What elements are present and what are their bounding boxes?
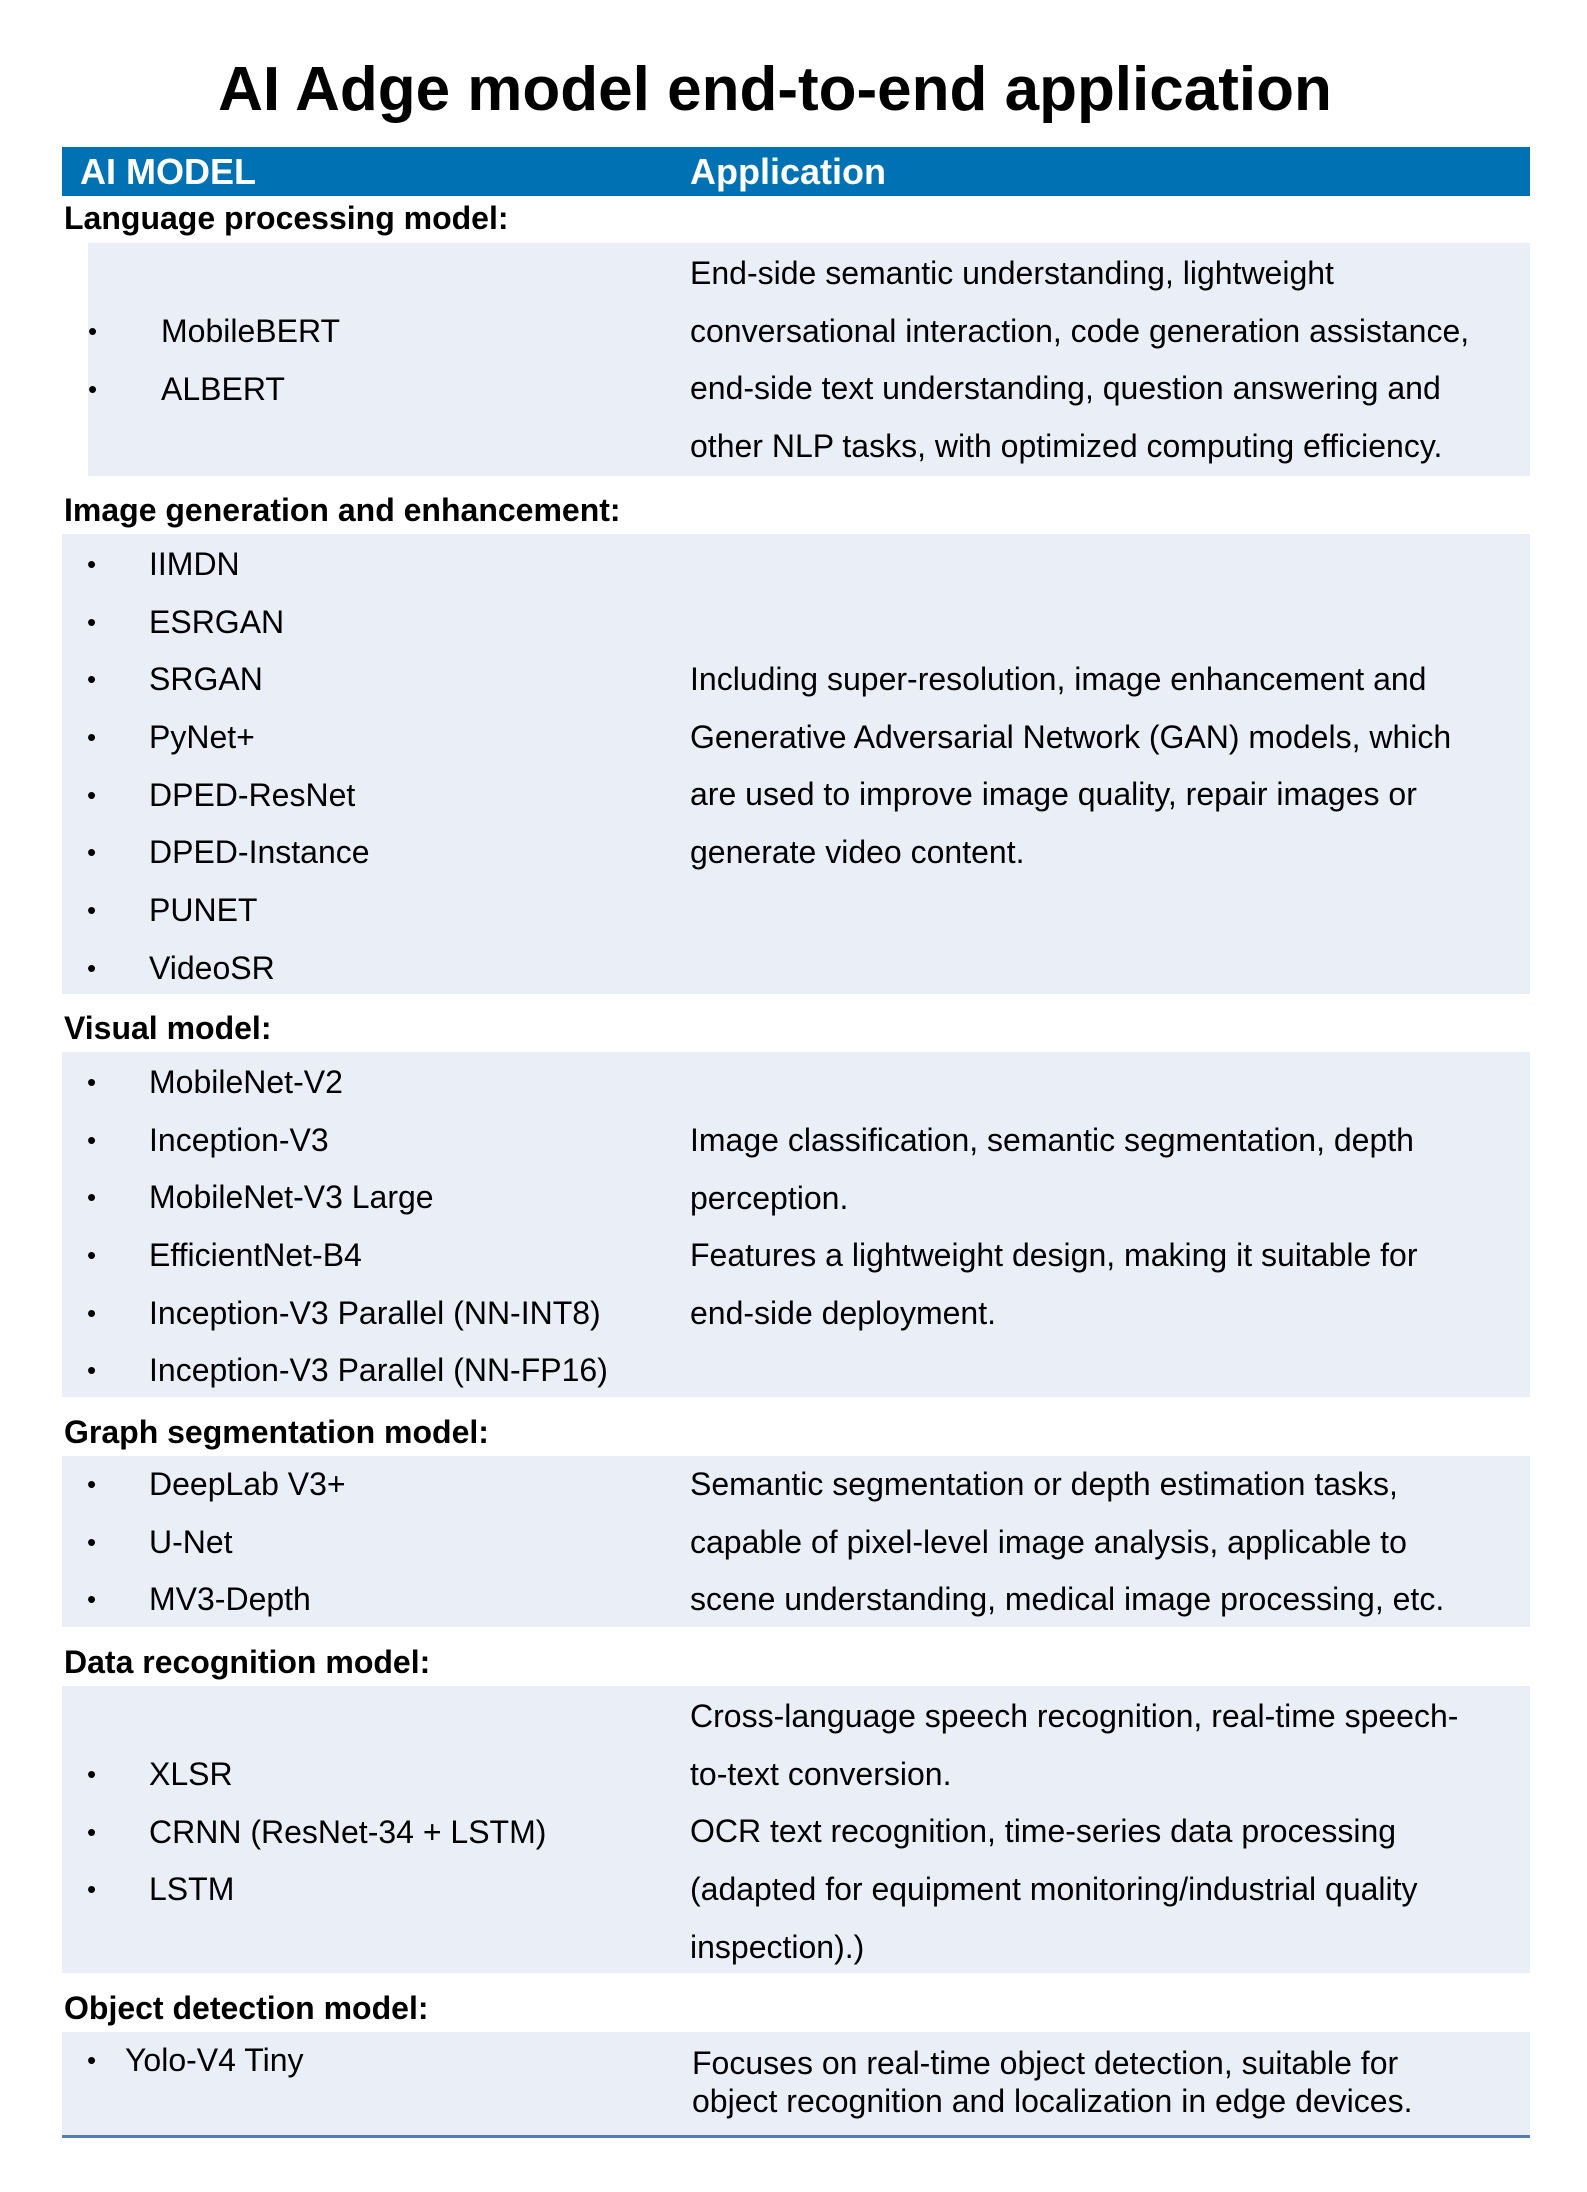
table-header-bar bbox=[62, 147, 1530, 196]
bullet-icon: • bbox=[87, 2045, 97, 2075]
section-heading-language-processing: Language processing model: bbox=[64, 200, 509, 236]
model-name: PUNET bbox=[149, 892, 258, 929]
model-name: Inception-V3 Parallel (NN-FP16) bbox=[149, 1352, 608, 1389]
application-description bbox=[692, 2044, 1532, 2120]
bullet-icon: • bbox=[87, 722, 97, 753]
model-name: MobileNet-V2 bbox=[149, 1064, 343, 1100]
model-name: DPED-Instance bbox=[149, 834, 370, 871]
model-name: Inception-V3 bbox=[149, 1121, 329, 1158]
bullet-icon: • bbox=[87, 1124, 97, 1155]
model-name: ALBERT bbox=[161, 370, 285, 407]
application-line: generate video content. bbox=[690, 834, 1025, 871]
section-heading-image-generation: Image generation and enhancement: bbox=[64, 492, 621, 528]
model-name: CRNN (ResNet-34 + LSTM) bbox=[149, 1813, 547, 1850]
application-line: Image classification, semantic segmentation, depth bbox=[690, 1122, 1414, 1158]
application-description bbox=[690, 1456, 1530, 1629]
bullet-icon: • bbox=[88, 316, 98, 346]
bullet-icon: • bbox=[87, 1584, 97, 1615]
section-band-image-generation bbox=[62, 534, 1530, 994]
section-heading-graph-segmentation: Graph segmentation model: bbox=[64, 1414, 489, 1450]
section-band-object-detection bbox=[62, 2032, 1530, 2135]
section-band-language-processing bbox=[88, 243, 1530, 476]
application-line: capable of pixel-level image analysis, applicable to bbox=[690, 1523, 1407, 1560]
model-name: MobileBERT bbox=[161, 313, 341, 349]
application-line: perception. bbox=[690, 1179, 849, 1216]
bullet-icon: • bbox=[87, 606, 97, 637]
bullet-icon: • bbox=[87, 895, 97, 926]
model-name: PyNet+ bbox=[149, 719, 255, 756]
application-line: (adapted for equipment monitoring/industrial quality bbox=[690, 1871, 1418, 1908]
model-name: LSTM bbox=[149, 1871, 235, 1908]
section-heading-object-detection: Object detection model: bbox=[64, 1990, 429, 2026]
table-bottom-rule bbox=[62, 2135, 1530, 2138]
model-name: ESRGAN bbox=[149, 603, 285, 640]
column-header-ai-model: AI MODEL bbox=[80, 151, 256, 192]
application-description bbox=[690, 1688, 1530, 1977]
application-line: Cross-language speech recognition, real-time speech- bbox=[690, 1698, 1459, 1734]
model-name: MobileNet-V3 Large bbox=[149, 1179, 434, 1216]
model-name: MV3-Depth bbox=[149, 1581, 311, 1618]
bullet-icon: • bbox=[87, 664, 97, 695]
bullet-icon: • bbox=[87, 1816, 97, 1847]
bullet-icon: • bbox=[87, 779, 97, 810]
section-band-graph-segmentation bbox=[62, 1456, 1530, 1627]
column-header-application: Application bbox=[690, 151, 886, 192]
application-line: Focuses on real-time object detection, suitable for bbox=[692, 2045, 1399, 2081]
section-band-visual-model bbox=[62, 1052, 1530, 1397]
application-line: Including super-resolution, image enhancement and bbox=[690, 661, 1427, 697]
model-name: Yolo-V4 Tiny bbox=[125, 2042, 304, 2078]
application-line: End-side semantic understanding, lightweight bbox=[690, 255, 1334, 291]
application-line: Generative Adversarial Network (GAN) models, which bbox=[690, 718, 1452, 755]
page-title: AI Adge model end-to-end application bbox=[218, 55, 1332, 124]
bullet-icon: • bbox=[87, 952, 97, 983]
model-name: VideoSR bbox=[149, 949, 275, 986]
bullet-icon: • bbox=[87, 1355, 97, 1386]
application-line: are used to improve image quality, repair images or bbox=[690, 776, 1417, 813]
bullet-icon: • bbox=[87, 1759, 97, 1789]
application-line: scene understanding, medical image processing, etc. bbox=[690, 1581, 1445, 1618]
model-name: Inception-V3 Parallel (NN-INT8) bbox=[149, 1294, 601, 1331]
application-line: Features a lightweight design, making it suitable for bbox=[690, 1237, 1418, 1274]
model-name: DeepLab V3+ bbox=[149, 1466, 346, 1502]
application-line: end-side text understanding, question answering and bbox=[690, 370, 1441, 407]
application-line: end-side deployment. bbox=[690, 1295, 996, 1332]
application-line: Semantic segmentation or depth estimation tasks, bbox=[690, 1466, 1398, 1502]
bullet-icon: • bbox=[87, 1469, 97, 1499]
application-line: conversational interaction, code generation assistance, bbox=[690, 312, 1470, 349]
section-heading-visual-model: Visual model: bbox=[64, 1010, 272, 1046]
bullet-icon: • bbox=[87, 549, 97, 579]
application-line: object recognition and localization in edge devices. bbox=[692, 2083, 1413, 2119]
model-name: DPED-ResNet bbox=[149, 776, 356, 813]
model-name: XLSR bbox=[149, 1756, 233, 1792]
application-description bbox=[690, 245, 1530, 476]
model-name: SRGAN bbox=[149, 661, 263, 698]
section-band-data-recognition bbox=[62, 1686, 1530, 1973]
bullet-icon: • bbox=[87, 1526, 97, 1557]
bullet-icon: • bbox=[87, 1182, 97, 1213]
bullet-icon: • bbox=[87, 1067, 97, 1097]
bullet-icon: • bbox=[87, 1874, 97, 1905]
bullet-icon: • bbox=[87, 1240, 97, 1271]
section-heading-data-recognition: Data recognition model: bbox=[64, 1644, 431, 1680]
model-name: EfficientNet-B4 bbox=[149, 1237, 362, 1274]
application-line: inspection).) bbox=[690, 1928, 865, 1965]
bullet-icon: • bbox=[87, 1297, 97, 1328]
application-line: other NLP tasks, with optimized computing efficiency. bbox=[690, 428, 1443, 465]
bullet-icon: • bbox=[87, 837, 97, 868]
bullet-icon: • bbox=[88, 373, 98, 404]
model-name: U-Net bbox=[149, 1523, 233, 1560]
application-description bbox=[690, 1112, 1530, 1343]
application-description bbox=[690, 651, 1530, 882]
model-name: IIMDN bbox=[149, 546, 240, 582]
application-line: OCR text recognition, time-series data processing bbox=[690, 1813, 1397, 1850]
application-line: to-text conversion. bbox=[690, 1755, 952, 1792]
